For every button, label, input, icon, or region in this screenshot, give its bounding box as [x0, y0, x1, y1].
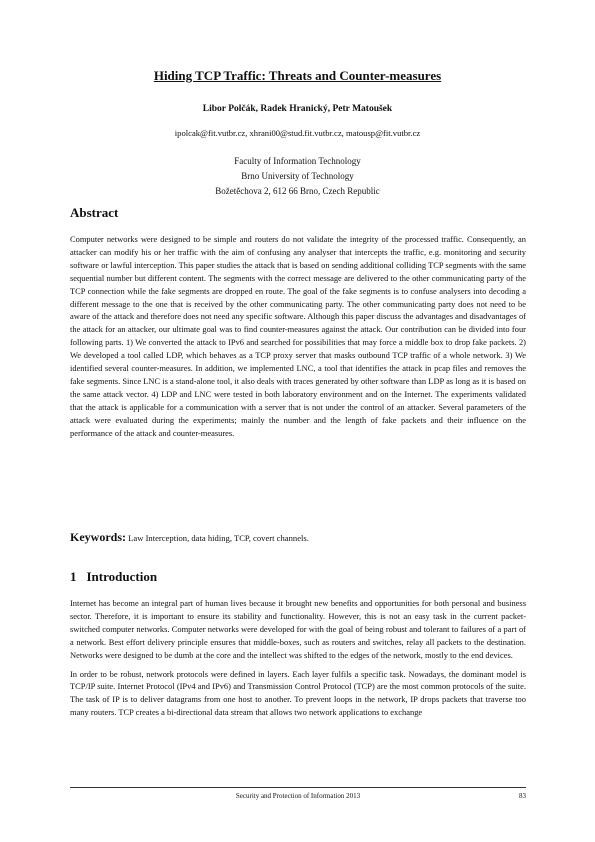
affiliation-line: Faculty of Information Technology	[234, 156, 361, 166]
section-number: 1	[70, 569, 77, 584]
affiliation	[0, 154, 595, 199]
footer-rule	[70, 787, 526, 788]
author-list: Libor Polčák, Radek Hranický, Petr Matoušek	[202, 104, 393, 114]
author-emails: ipolcak@fit.vutbr.cz, xhrani00@stud.fit.vutbr.cz, matousp@fit.vutbr.cz	[174, 128, 421, 138]
affiliation-line: Brno University of Technology	[241, 171, 354, 181]
paper-title: Hiding TCP Traffic: Threats and Counter-measures	[153, 68, 442, 83]
section-heading-introduction	[70, 569, 157, 585]
abstract-heading: Abstract	[70, 205, 119, 220]
section-title: Introduction	[86, 569, 158, 584]
page-number: 83	[519, 792, 526, 800]
keywords-label: Keywords:	[70, 530, 126, 544]
body-paragraph: In order to be robust, network protocols were defined in layers. Each layer fulfils a specific task. Nowadays, the dominant model is TCP/IP suite. Internet Protocol (IPv4 and IPv6) and Transmission Control Protocol (TCP) are the most common protocols of the suite. The task of IP is to deliver datagrams from one host to another. To prevent loops in the network, IP drops packets that traverse too many routers. TCP creates a bi-directional data stream that allows two network applications to exchange	[70, 668, 526, 718]
keywords-text: Law Interception, data hiding, TCP, covert channels.	[128, 533, 309, 543]
keywords-line	[70, 530, 526, 545]
affiliation-line: Božetěchova 2, 612 66 Brno, Czech Republic	[215, 186, 380, 196]
introduction-body	[70, 597, 526, 725]
body-paragraph: Internet has become an integral part of human lives because it brought new benefits and opportunities for both personal and business sector. Therefore, it is important to ensure its stability and functionality. However, this is not an easy task in the current packet-switched computer networks. Computer networks were developed for with the goal of being robust and tolerant to failures of a part of a network. Best effort delivery principle ensures that middle-boxes, such as routers and switches, relay all packets to the destination. Networks were designed to be dumb at the core and the intellect was shifted to the edges of the network, mostly to the end devices.	[70, 598, 526, 660]
footer-text: Security and Protection of Information 2013	[235, 792, 361, 800]
abstract-text: Computer networks were designed to be simple and routers do not validate the integrity of the processed traffic. Consequently, an attacker can modify his or her traffic with the aim of confusing any analyser that intercepts the traffic, e.g. monitoring and security software or lawful interception. This paper studies the attack that is based on sending additional colliding TCP segments with the same sequential number but different content. The segments with the correct message are delivered to the other communicating party of the TCP connection while the fake segments are dropped en route. The goal of the fake segments is to confuse analysers into decoding a different message to the one that is received by the other communicating party. The other communicating party does not need to be aware of the attack and therefore does not need any specific software. Although this paper discuss the advantages and disadvantages of the attack for an attacker, our ultimate goal was to find counter-measures against the attack. Our contribution can be divided into four following parts. 1) We converted the attack to IPv6 and searched for possibilities that may force a middle box to drop fake packets. 2) We developed a tool called LDP, which behaves as a TCP proxy server that masks outbound TCP traffic of a whole network. 3) We identified several counter-measures. In addition, we implemented LNC, a tool that identifies the attack in pcap files and removes the fake segments. Since LNC is a stand-alone tool, it also deals with traces generated by other software than LDP as long as it is based on the same attack vector. 4) LDP and LNC were tested in both laboratory environment and on the Internet. The experiments validated that the attack is applicable for a communication with a server that is not under the control of an attacker. Several parameters of the attack were evaluated during the experiments; mainly the number and the length of fake packets and their influence on the performance of the attack and counter-measures.	[70, 234, 526, 438]
